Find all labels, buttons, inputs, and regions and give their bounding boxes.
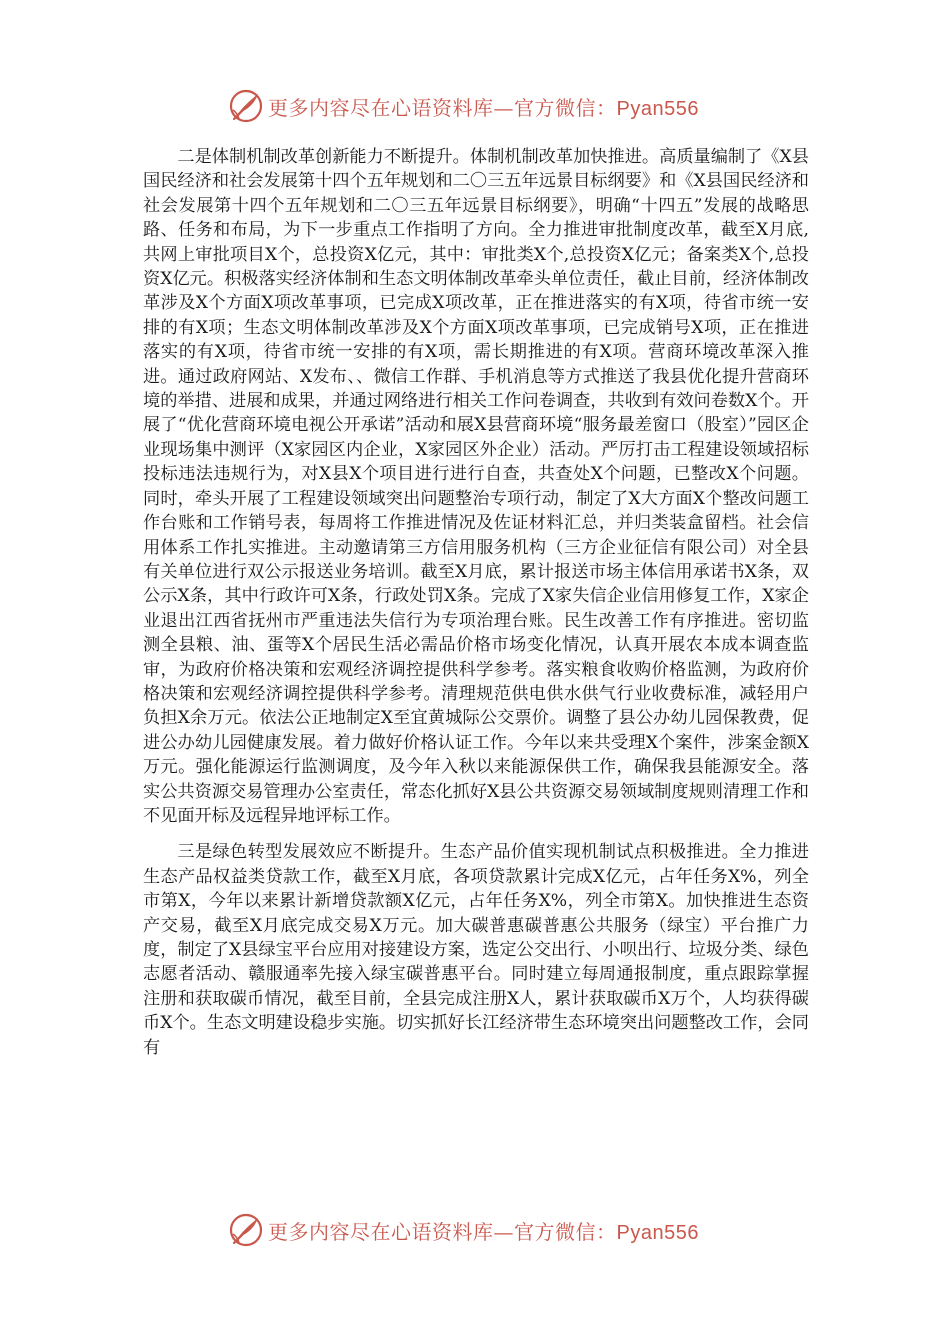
paragraph-institutional-reform: 二是体制机制改革创新能力不断提升。体制机制改革加快推进。高质量编制了《X县国民经济和社会发展第十四个五年规划和二〇三五年远景目标纲要》和《X县国民经济和社会发展第十四个五年规划和二〇三五年远景目标纲要》，明确“十四五”发展的战略思路、任务和布局，为下一步重点工作指明了方向。全力推进审批制度改革，截至X月底,共网上审批项目X个，总投资X亿元，其中：审批类X个,总投资X亿元；备案类X个,总投资X亿元。积极落实经济体制和生态文明体制改革牵头单位责任，截止目前，经济体制改革涉及X个方面X项改革事项，已完成X项改革，正在推进落实的有X项，待省市统一安排的有X项；生态文明体制改革涉及X个方面X项改革事项，已完成销号X项，正在推进落实的有X项，待省市统一安排的有X项，需长期推进的有X项。营商环境改革深入推进。通过政府网站、X发布、、微信工作群、手机消息等方式推送了我县优化提升营商环境的举措、进展和成果，并通过网络进行相关工作问卷调查，共收到有效问卷数X个。开展了“优化营商环境电视公开承诺”活动和展X县营商环境“服务最差窗口（股室）”园区企业现场集中测评（X家园区内企业，X家园区外企业）活动。严厉打击工程建设领域招标投标违法违规行为，对X县X个项目进行进行自查，共查处X个问题，已整改X个问题。同时，牵头开展了工程建设领域突出问题整治专项行动，制定了X大方面X个整改问题工作台账和工作销号表，每周将工作推进情况及佐证材料汇总，并归类装盒留档。社会信用体系工作扎实推进。主动邀请第三方信用服务机构（三方企业征信有限公司）对全县有关单位进行双公示报送业务培训。截至X月底，累计报送市场主体信用承诺书X条，双公示X条，其中行政许可X条，行政处罚X条。完成了X家失信企业信用修复工作，X家企业退出江西省抚州市严重违法失信行为专项治理台账。民生改善工作有序推进。密切监测全县粮、油、蛋等X个居民生活必需品价格市场变化情况，认真开展农本成本调查监审，为政府价格决策和宏观经济调控提供科学参考。落实粮食收购价格监测，为政府价格决策和宏观经济调控提供科学参考。清理规范供电供水供气行业收费标准，减轻用户负担X余万元。依法公正地制定X至宜黄城际公交票价。调整了县公办幼儿园保教费，促进公办幼儿园健康发展。着力做好价格认证工作。今年以来共受理X个案件，涉案金额X万元。强化能源运行监测调度，及今年入秋以来能源保供工作，确保我县能源安全。落实公共资源交易管理办公室责任，常态化抓好X县公共资源交易领域制度规则清理工作和不见面开标及远程异地评标工作。: [143, 147, 809, 826]
feather-logo-icon: [228, 88, 264, 124]
paragraph-green-transformation: 三是绿色转型发展效应不断提升。生态产品价值实现机制试点积极推进。全力推进生态产品权益类贷款工作，截至X月底，各项贷款累计完成X亿元，占年任务X%，列全市第X，今年以来累计新增贷款额X亿元，占年任务X%，列全市第X。加快推进生态资产交易，截至X月底完成交易X万元。加大碳普惠碳普惠公共服务（绿宝）平台推广力度，制定了X县绿宝平台应用对接建设方案，选定公交出行、小呗出行、垃圾分类、绿色志愿者活动、赣服通率先接入绿宝碳普惠平台。同时建立每周通报制度，重点跟踪掌握注册和获取碳币情况，截至目前，全县完成注册X人，累计获取碳币X万个，人均获得碳币X个。生态文明建设稳步实施。切实抓好长江经济带生态环境突出问题整改工作，会同有: [143, 842, 809, 1058]
watermark-text: [268, 92, 699, 121]
watermark-brand: Pyan556: [616, 97, 699, 120]
watermark-banner-bottom: [228, 1210, 728, 1250]
feather-logo-icon: [228, 1212, 264, 1248]
watermark-brand: Pyan556: [616, 1221, 699, 1244]
document-body: [143, 145, 809, 1060]
watermark-banner-top: [228, 86, 728, 126]
watermark-slogan: 更多内容尽在心语资料库—官方微信：: [268, 95, 617, 120]
watermark-text: [268, 1216, 699, 1245]
watermark-slogan: 更多内容尽在心语资料库—官方微信：: [268, 1219, 617, 1244]
